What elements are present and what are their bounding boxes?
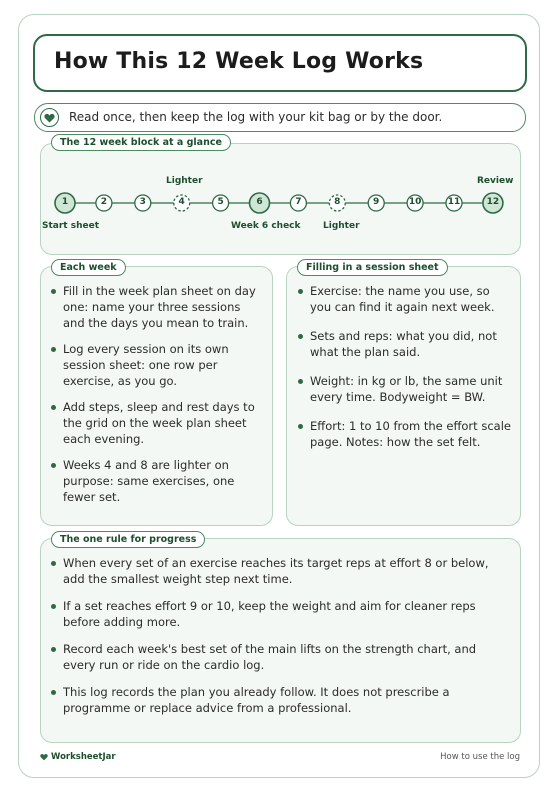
list-item: If a set reaches effort 9 or 10, keep the weight and aim for cleaner reps before adding more.	[49, 598, 511, 630]
list-item: Weight: in kg or lb, the same unit every time. Bodyweight = BW.	[296, 373, 514, 405]
page-title: How This 12 Week Log Works	[54, 49, 424, 74]
intro-text: Read once, then keep the log with your kit bag or by the door.	[69, 110, 443, 124]
label-week6-check: Week 6 check	[231, 221, 301, 231]
label-lighter-week8: Lighter	[323, 221, 360, 231]
progress-rule-list	[49, 555, 511, 716]
heart-icon	[40, 108, 59, 127]
list-item: This log records the plan you already follow. It does not prescribe a programme or replace advice from a professional.	[49, 684, 511, 716]
week-number-11: 11	[447, 197, 461, 207]
list-item: Log every session on its own session sheet: one row per exercise, as you go.	[49, 341, 263, 389]
list-item: Exercise: the name you use, so you can find it again next week.	[296, 283, 514, 315]
list-item: Effort: 1 to 10 from the effort scale page. Notes: how the set felt.	[296, 418, 514, 450]
title-banner	[33, 34, 527, 92]
list-item: Sets and reps: what you did, not what the plan said.	[296, 328, 514, 360]
progress-rule-heading: The one rule for progress	[51, 531, 205, 548]
week-number-12: 12	[486, 197, 500, 207]
session-sheet-list	[296, 283, 514, 450]
each-week-heading: Each week	[51, 259, 126, 276]
glance-heading: The 12 week block at a glance	[51, 134, 231, 151]
footer-page-label: How to use the log	[440, 752, 520, 762]
week-number-6: 6	[256, 197, 263, 207]
week-number-7: 7	[295, 197, 302, 207]
footer-heart-icon	[40, 753, 48, 761]
label-lighter-week4: Lighter	[166, 176, 203, 186]
label-review: Review	[477, 176, 514, 186]
list-item: When every set of an exercise reaches its target reps at effort 8 or below, add the smallest weight step next time.	[49, 555, 511, 587]
intro-banner	[34, 103, 526, 132]
list-item: Weeks 4 and 8 are lighter on purpose: same exercises, one fewer set.	[49, 457, 263, 505]
session-sheet-heading: Filling in a session sheet	[297, 259, 448, 276]
week-number-1: 1	[61, 197, 69, 207]
week-number-9: 9	[373, 197, 380, 207]
brand-name: WorksheetJar	[51, 752, 116, 762]
week-number-5: 5	[217, 197, 224, 207]
list-item: Record each week's best set of the main lifts on the strength chart, and every run or ride on the cardio log.	[49, 641, 511, 673]
each-week-list	[49, 283, 263, 505]
label-start-sheet: Start sheet	[42, 221, 100, 231]
week-number-3: 3	[139, 197, 146, 207]
list-item: Fill in the week plan sheet on day one: name your three sessions and the days you mean to train.	[49, 283, 263, 331]
week-number-8: 8	[334, 197, 341, 207]
week-number-10: 10	[408, 197, 422, 207]
week-number-4: 4	[178, 197, 185, 207]
week-number-2: 2	[100, 197, 108, 207]
list-item: Add steps, sleep and rest days to the grid on the week plan sheet each evening.	[49, 399, 263, 447]
